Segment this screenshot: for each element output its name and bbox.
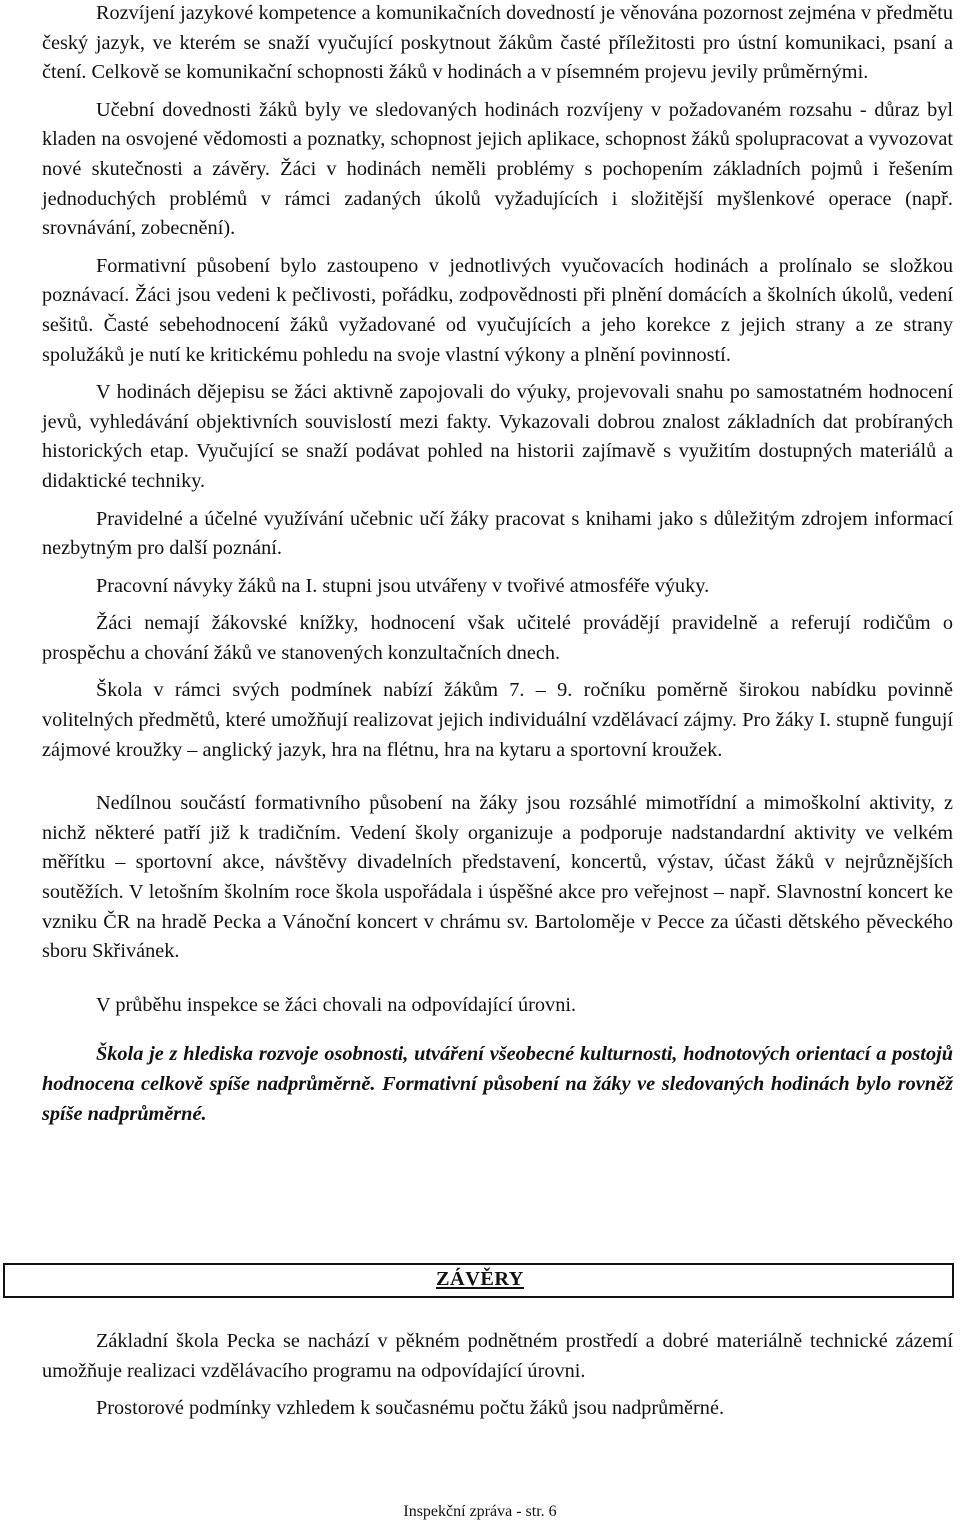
paragraph-behavior: V průběhu inspekce se žáci chovali na odpovídající úrovni. — [96, 993, 577, 1016]
conclusion-paragraph-space: Prostorové podmínky vzhledem k současnému počtu žáků jsou nadprůměrné. — [96, 1397, 725, 1420]
paragraph-work-habits: Pracovní návyky žáků na I. stupni jsou utvářeny v tvořivé atmosféře výuky. — [96, 574, 710, 597]
document-body — [42, 0, 953, 1129]
section-heading: ZÁVĚRY — [436, 1268, 524, 1290]
conclusion-section — [42, 1327, 953, 1424]
page-footer: Inspekční zpráva - str. 6 — [403, 1503, 557, 1520]
conclusion-paragraph-environment: Základní škola Pecka se nachází v pěkném podnětném prostředí a dobré materiálně technické zázemí umožňuje realizaci vzdělávacího programu na odpovídající úrovni. — [42, 1330, 953, 1382]
paragraph-learning-skills: Učební dovednosti žáků byly ve sledovaných hodinách rozvíjeny v požadovaném rozsahu - důraz byl kladen na osvojené vědomosti a poznatky, schopnost jejich aplikace, schopnost žáků spolupracovat a vyvozovat nové skutečnosti a závěry. Žáci v hodinách neměli problémy s pochopením základních pojmů i řešením jednoduchých problémů v rámci zadaných úkolů vyžadujících i složitější myšlenkové operace (např. srovnávání, zobecnění). — [42, 98, 953, 240]
paragraph-communication: Rozvíjení jazykové kompetence a komunikačních dovedností je věnována pozornost zejména v předmětu český jazyk, ve kterém se snaží vyučující poskytnout žákům časté příležitosti pro ústní komunikaci, psaní a čtení. Celkově se komunikační schopnosti žáků v hodinách a v písemném projevu jevily průměrnými. — [42, 2, 953, 84]
paragraph-textbooks: Pravidelné a účelné využívání učebnic učí žáky pracovat s knihami jako s důležitým zdrojem informací nezbytným pro další poznání. — [42, 507, 953, 560]
paragraph-student-books: Žáci nemají žákovské knížky, hodnocení však učitelé provádějí pravidelně a referují rodičům o prospěchu a chování žáků ve stanovených konzultačních dnech. — [42, 612, 953, 664]
verdict-paragraph: Škola je z hlediska rozvoje osobnosti, utváření všeobecné kulturnosti, hodnotových orientací a postojů hodnocena celkově spíše nadprůměrně. Formativní působení na žáky ve sledovaných hodinách bylo rovněž spíše nadprůměrné. — [42, 1043, 953, 1125]
paragraph-history: V hodinách dějepisu se žáci aktivně zapojovali do výuky, projevovali snahu po samostatném hodnocení jevů, vyhledávání objektivních souvislostí mezi fakty. Vykazovali dobrou znalost základních dat probíraných historických etap. Vyučující se snaží podávat pohled na historii zajímavě s využitím dostupných materiálů a didaktické techniky. — [42, 381, 953, 492]
paragraph-electives: Škola v rámci svých podmínek nabízí žákům 7. – 9. ročníku poměrně širokou nabídku povinně volitelných předmětů, které umožňují realizovat jejich individuální vzdělávací zájmy. Pro žáky I. stupně fungují zájmové kroužky – anglický jazyk, hra na flétnu, hra na kytaru a sportovní kroužek. — [42, 679, 953, 761]
paragraph-formative: Formativní působení bylo zastoupeno v jednotlivých vyučovacích hodinách a prolínalo se složkou poznávací. Žáci jsou vedeni k pečlivosti, pořádku, zodpovědnosti při plnění domácích a školních úkolů, vedení sešitů. Časté sebehodnocení žáků vyžadované od vyučujících a jeho korekce z jejich strany a ze strany spolužáků je nutí ke kritickému pohledu na svoje vlastní výkony a plnění povinností. — [42, 254, 953, 366]
paragraph-activities: Nedílnou součástí formativního působení na žáky jsou rozsáhlé mimotřídní a mimoškolní aktivity, z nichž některé patří již k tradičním. Vedení školy organizuje a podporuje nadstandardní aktivity ve velkém měřítku – sportovní akce, návštěvy divadelních představení, koncertů, výstav, účast žáků v nejrůznějších soutěžích. V letošním školním roce škola uspořádala i úspěšné akce pro veřejnost – např. Slavnostní koncert ke vzniku ČR na hradě Pecka a Vánoční koncert v chrámu sv. Bartoloměje v Pecce za účasti dětského pěveckého sboru Skřivánek. — [42, 792, 953, 963]
